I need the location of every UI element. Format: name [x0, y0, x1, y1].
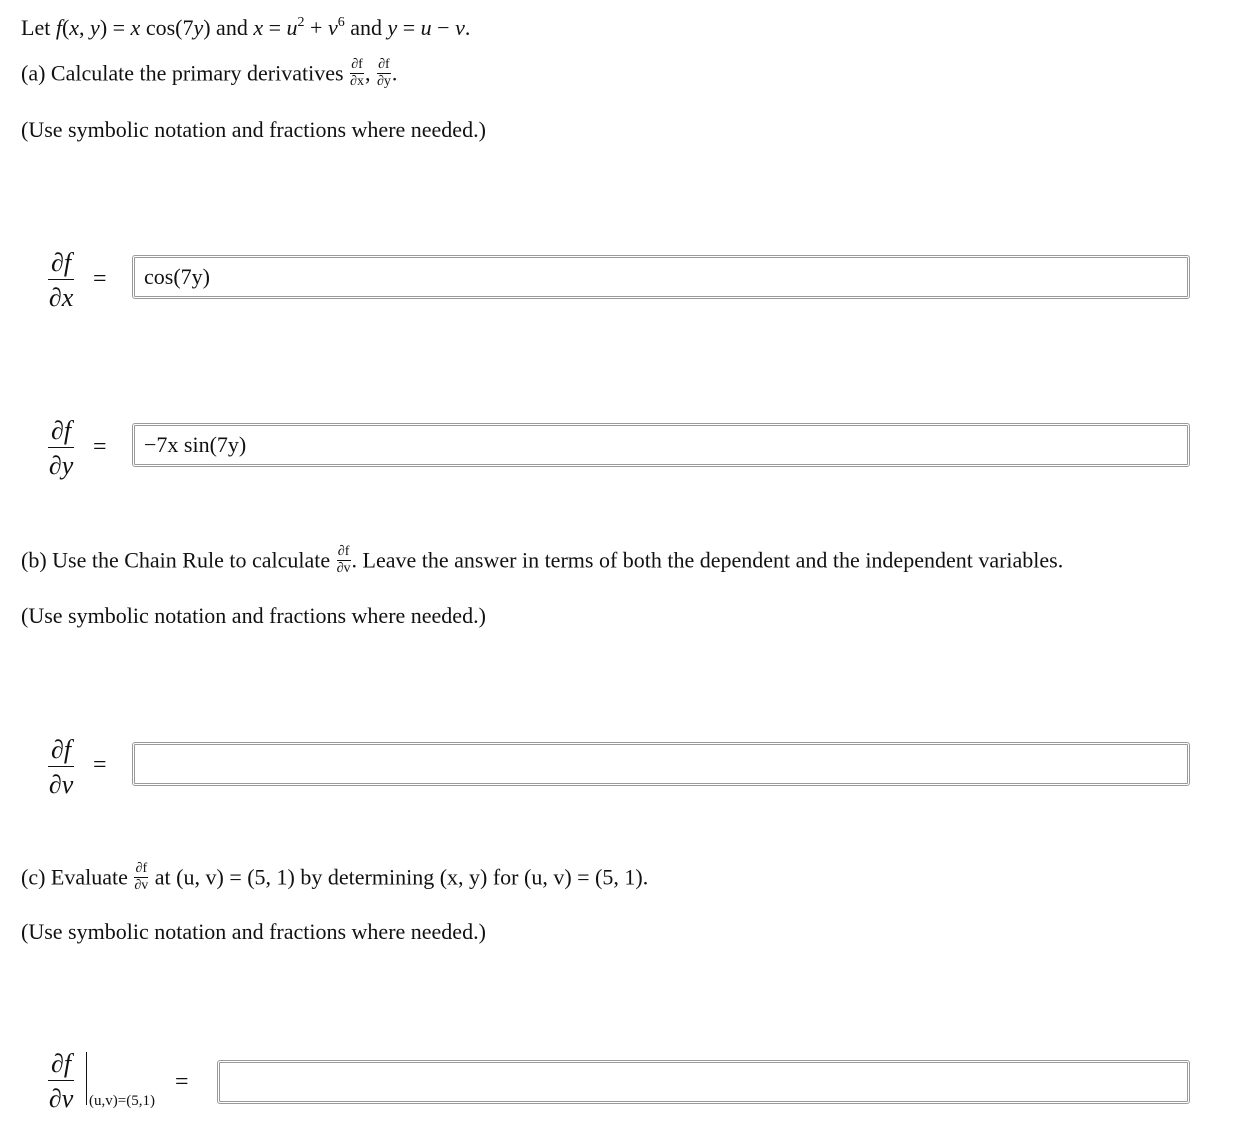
part-c-note: (Use symbolic notation and fractions where needed.) — [21, 919, 486, 944]
fraction-df-dv: $\frac{\partial f}{\partial v}$ — [134, 861, 149, 893]
evaluation-bar — [86, 1052, 87, 1105]
fraction-df-dv: $\frac{\partial f}{\partial v}$ — [336, 544, 351, 576]
dfdy-input[interactable] — [132, 423, 1190, 467]
equals-sign: = — [93, 752, 107, 778]
dfdx-input[interactable] — [132, 255, 1190, 299]
part-b-prompt: (b) Use the Chain Rule to calculate $\frac{\partial f}{\partial v}$ . Leave the answer in terms of both the dependent and the independent variables. — [21, 544, 1064, 576]
part-b-note: (Use symbolic notation and fractions where needed.) — [21, 603, 486, 628]
fraction-df-dx: $\frac{\partial f}{\partial x}$ — [350, 57, 364, 89]
label-df-dv: ∂f ∂v — [48, 735, 74, 799]
equals-sign: = — [175, 1069, 189, 1095]
equals-sign: = — [93, 434, 107, 460]
dfdx-value: cos(7y) — [144, 264, 210, 289]
part-c-prompt: (c) Evaluate $\frac{\partial f}{\partial v}$ at (u, v) = (5, 1) by determining (x, y) for (u, v) = (5, 1). — [21, 861, 649, 893]
fraction-df-dy: $\frac{\partial f}{\partial y}$ — [376, 57, 391, 89]
problem-intro: Let f(x, y) = x cos(7y) and $x = u^2 + v^6$ and y = u − v. — [21, 15, 471, 40]
label-df-dv-evaluated: ∂f ∂v — [48, 1049, 74, 1113]
label-df-dx: ∂f ∂x — [48, 248, 74, 312]
dfdv-input[interactable] — [132, 742, 1190, 786]
part-a-prompt: (a) Calculate the primary derivatives $\frac{\partial f}{\partial x}$ , $\frac{\partial f}{\partial y}$ . — [21, 57, 398, 89]
label-df-dy: ∂f ∂y — [48, 416, 74, 480]
equals-sign: = — [93, 266, 107, 292]
evaluation-point: (u,v)=(5,1) — [89, 1093, 155, 1109]
part-a-note: (Use symbolic notation and fractions where needed.) — [21, 117, 486, 142]
dfdy-value: −7x sin(7y) — [144, 432, 247, 457]
dfdv-evaluated-input[interactable] — [217, 1060, 1190, 1104]
